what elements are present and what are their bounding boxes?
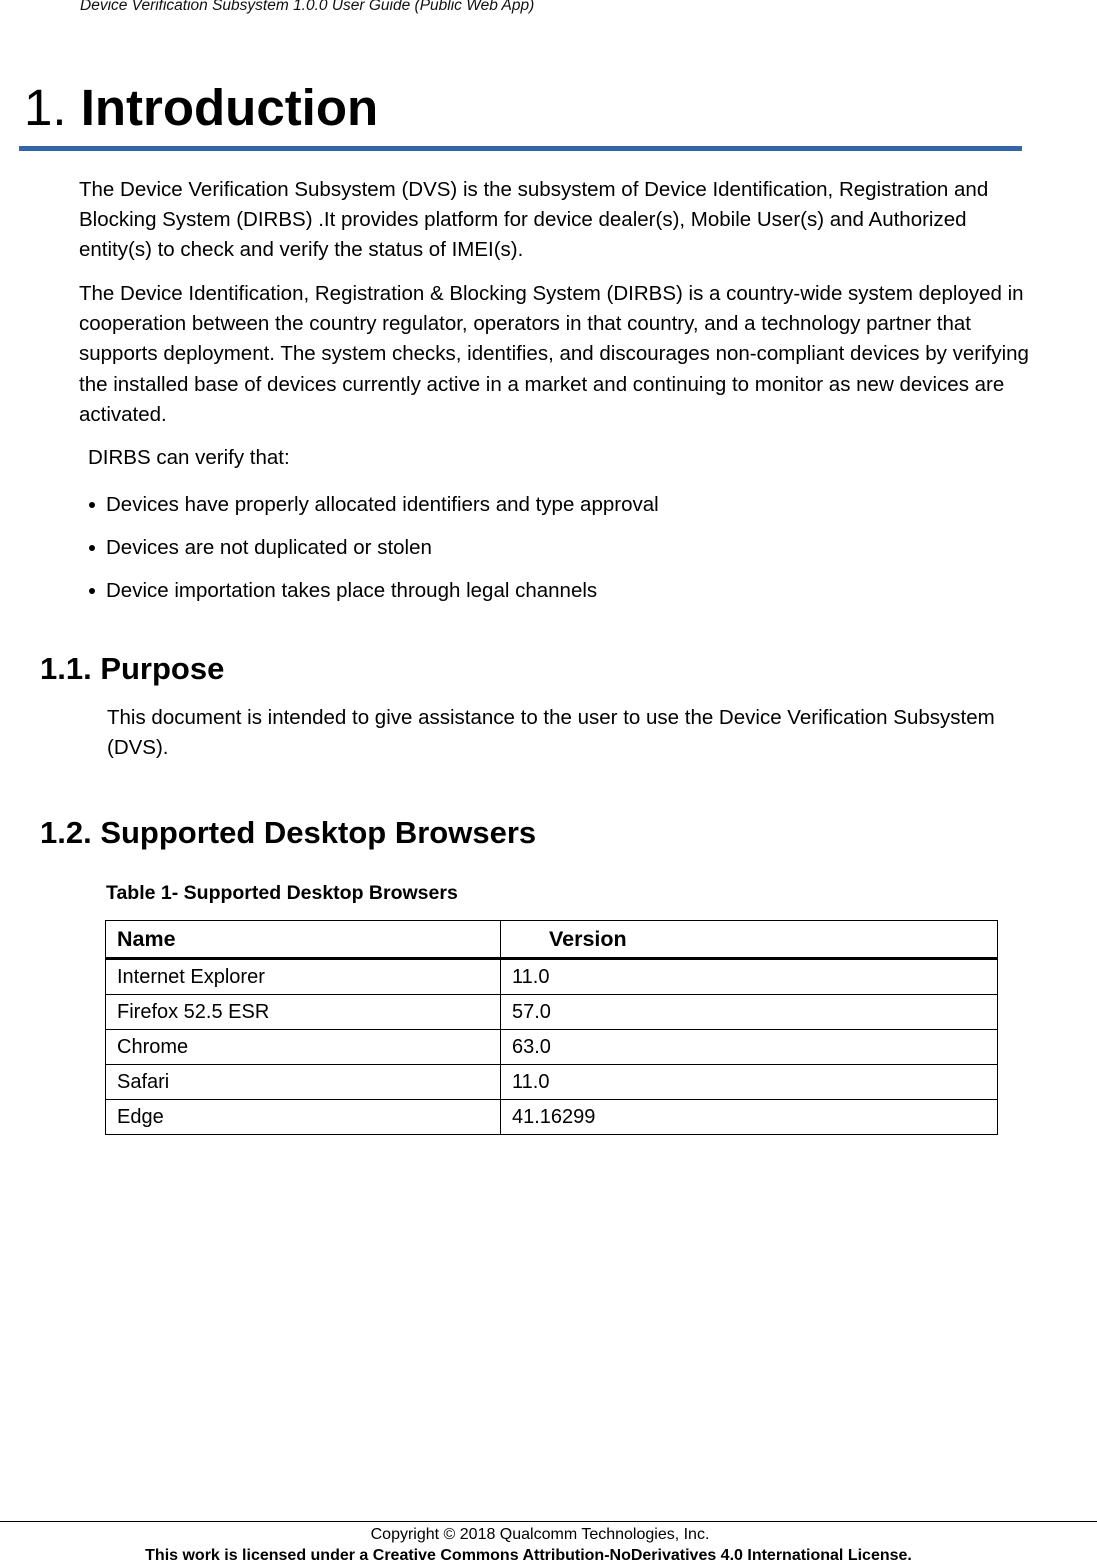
bullet-icon <box>89 545 95 551</box>
footer-copyright: Copyright © 2018 Qualcomm Technologies, Inc. <box>370 1526 710 1543</box>
browser-name: Internet Explorer <box>106 959 501 995</box>
section-heading-browsers: 1.2. Supported Desktop Browsers <box>40 815 537 850</box>
intro-paragraph-2: The Device Identification, Registration & Blocking System (DIRBS) is a country-wide system deployed in cooperation between the country regulator, operators in that country, and a technology partner that supports deployment. The system checks, identifies, and discourages non-compliant devices by verifying the installed base of devices currently active in a market and continuing to monitor as new devices are activated. <box>79 282 1029 426</box>
running-header: Device Verification Subsystem 1.0.0 User Guide (Public Web App) <box>80 0 535 14</box>
list-item <box>88 569 659 612</box>
table-row <box>106 1065 998 1100</box>
browsers-table <box>105 920 998 1135</box>
browser-version: 63.0 <box>501 1030 998 1065</box>
browser-version: 11.0 <box>501 1065 998 1100</box>
footer-divider <box>0 1521 1097 1522</box>
browser-name: Firefox 52.5 ESR <box>106 995 501 1030</box>
browser-name: Safari <box>106 1065 501 1100</box>
browser-version: 57.0 <box>501 995 998 1030</box>
table-caption: Table 1- Supported Desktop Browsers <box>106 882 458 904</box>
browser-name: Edge <box>106 1100 501 1135</box>
heading-divider <box>19 146 1022 151</box>
bullet-icon <box>89 502 95 508</box>
table-row <box>106 1030 998 1065</box>
table-row <box>106 1100 998 1135</box>
list-intro: DIRBS can verify that: <box>88 446 290 469</box>
footer-license: This work is licensed under a Creative Commons Attribution-NoDerivatives 4.0 International License. <box>145 1547 912 1564</box>
list-item <box>88 483 659 526</box>
list-item-text: Device importation takes place through legal channels <box>106 578 598 602</box>
table-header-row <box>106 921 998 959</box>
list-item-text: Devices are not duplicated or stolen <box>106 535 432 559</box>
list-item <box>88 526 659 569</box>
section-number: 1. <box>24 79 67 136</box>
column-header-name: Name <box>106 921 501 959</box>
table-row <box>106 959 998 995</box>
bullet-icon <box>89 588 95 594</box>
verification-list <box>88 483 659 612</box>
list-item-text: Devices have properly allocated identifiers and type approval <box>106 492 659 516</box>
column-header-version: Version <box>501 921 998 959</box>
purpose-paragraph: This document is intended to give assistance to the user to use the Device Verification Subsystem (DVS). <box>107 706 995 760</box>
browser-name: Chrome <box>106 1030 501 1065</box>
section-title: Introduction <box>80 79 379 136</box>
table-row <box>106 995 998 1030</box>
section-heading-introduction <box>24 78 378 138</box>
section-heading-purpose: 1.1. Purpose <box>40 651 225 686</box>
browser-version: 11.0 <box>501 959 998 995</box>
intro-paragraph-1: The Device Verification Subsystem (DVS) is the subsystem of Device Identification, Registration and Blocking System (DIRBS) .It provides platform for device dealer(s), Mobile User(s) and Authorized entity(s) to check and verify the status of IMEI(s). <box>79 178 989 262</box>
browser-version: 41.16299 <box>501 1100 998 1135</box>
